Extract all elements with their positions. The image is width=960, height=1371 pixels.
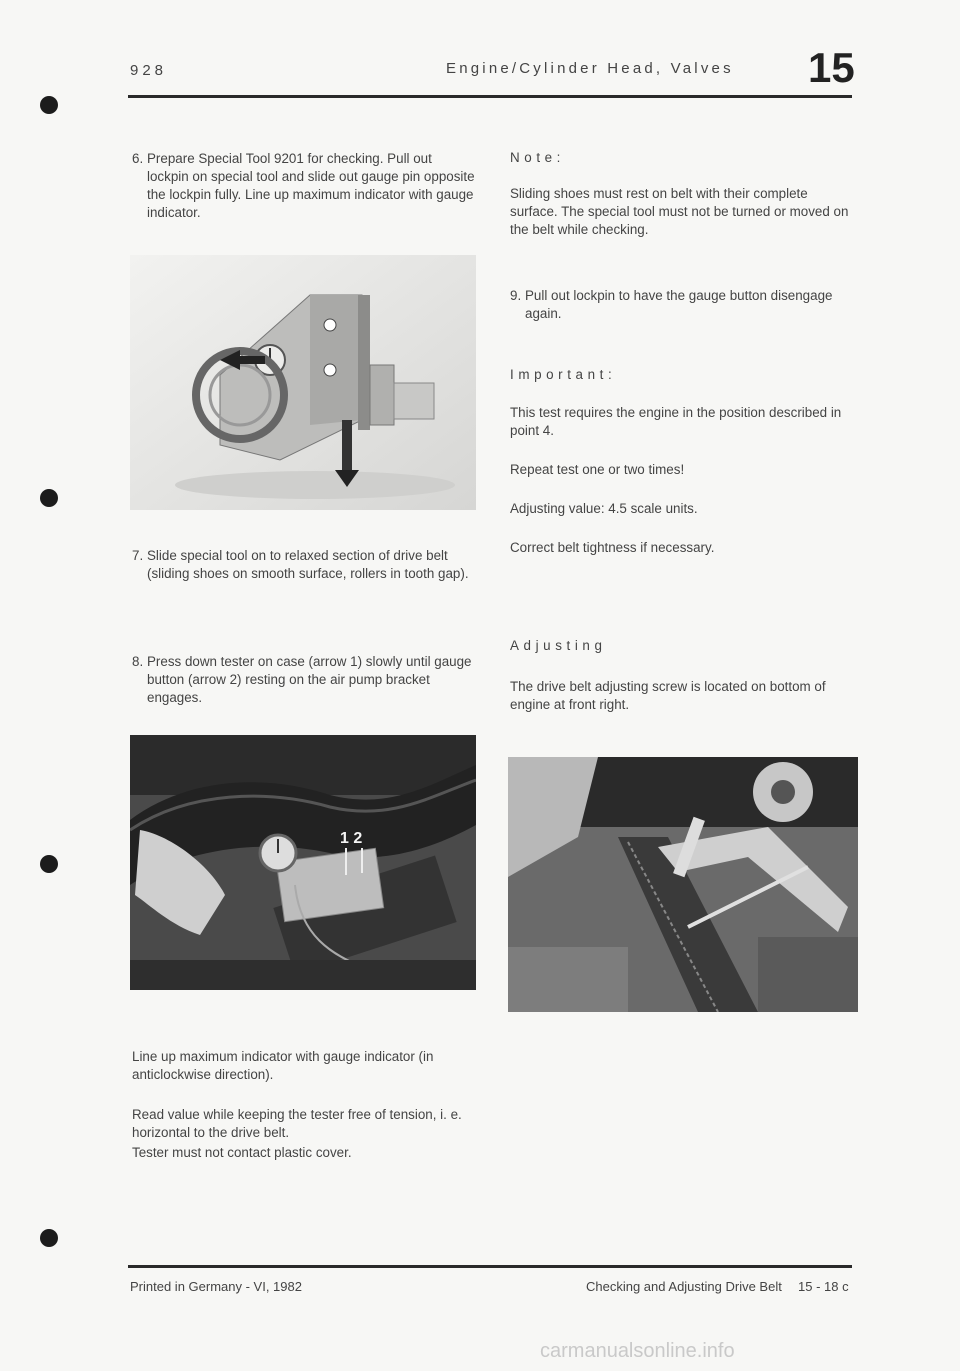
step-text: Prepare Special Tool 9201 for checking. Pull out lockpin on special tool and slide out gauge pin opposite the lockpin fully. Line up maximum indicator with gauge indicator. <box>147 151 475 220</box>
step-number: 8. <box>132 654 144 669</box>
step-8 <box>132 653 477 707</box>
punch-hole <box>40 96 58 114</box>
footer-rule <box>128 1265 852 1268</box>
step-9 <box>510 287 840 323</box>
step-text: Pull out lockpin to have the gauge button disengage again. <box>525 288 833 321</box>
header-title: Engine/Cylinder Head, Valves <box>446 60 734 77</box>
note-text: Sliding shoes must rest on belt with their complete surface. The special tool must not be turned or moved on the belt while checking. <box>510 186 849 237</box>
note-heading: Note: <box>510 150 566 165</box>
section-number: 15 <box>808 44 855 91</box>
important-heading: Important: <box>510 367 617 382</box>
important-text: This test requires the engine in the position described in point 4. <box>510 405 842 438</box>
step-number: 7. <box>132 548 144 563</box>
step-7 <box>132 547 477 583</box>
arrow-labels: 1 2 <box>340 830 363 847</box>
step-number: 6. <box>132 151 144 166</box>
instruction-paragraph: Tester must not contact plastic cover. <box>132 1145 352 1160</box>
footer-page: 15 - 18 c <box>798 1279 849 1294</box>
punch-hole <box>40 1229 58 1247</box>
footer-topic: Checking and Adjusting Drive Belt <box>586 1279 782 1294</box>
watermark: carmanualsonline.info <box>540 1340 735 1362</box>
header-model: 928 <box>130 62 168 79</box>
step-text: Press down tester on case (arrow 1) slowly until gauge button (arrow 2) resting on the air pump bracket engages. <box>147 654 472 705</box>
important-text: Correct belt tightness if necessary. <box>510 540 715 555</box>
adjusting-heading: Adjusting <box>510 638 607 653</box>
step-number: 9. <box>510 288 522 303</box>
adjusting-value: Adjusting value: 4.5 scale units. <box>510 501 698 516</box>
adjusting-screw-photo <box>508 757 858 1012</box>
punch-hole <box>40 855 58 873</box>
footer-printed: Printed in Germany - VI, 1982 <box>130 1279 302 1294</box>
special-tool-photo <box>130 255 476 510</box>
instruction-paragraph: Line up maximum indicator with gauge indicator (in anticlockwise direction). <box>132 1049 434 1082</box>
header-rule <box>128 95 852 98</box>
instruction-paragraph: Read value while keeping the tester free of tension, i. e. horizontal to the drive belt. <box>132 1107 462 1140</box>
punch-hole <box>40 489 58 507</box>
adjusting-text: The drive belt adjusting screw is located on bottom of engine at front right. <box>510 679 826 712</box>
step-6 <box>132 150 477 222</box>
tester-on-belt-photo <box>130 735 476 990</box>
important-text: Repeat test one or two times! <box>510 462 685 477</box>
step-text: Slide special tool on to relaxed section of drive belt (sliding shoes on smooth surface, rollers in tooth gap). <box>147 548 469 581</box>
